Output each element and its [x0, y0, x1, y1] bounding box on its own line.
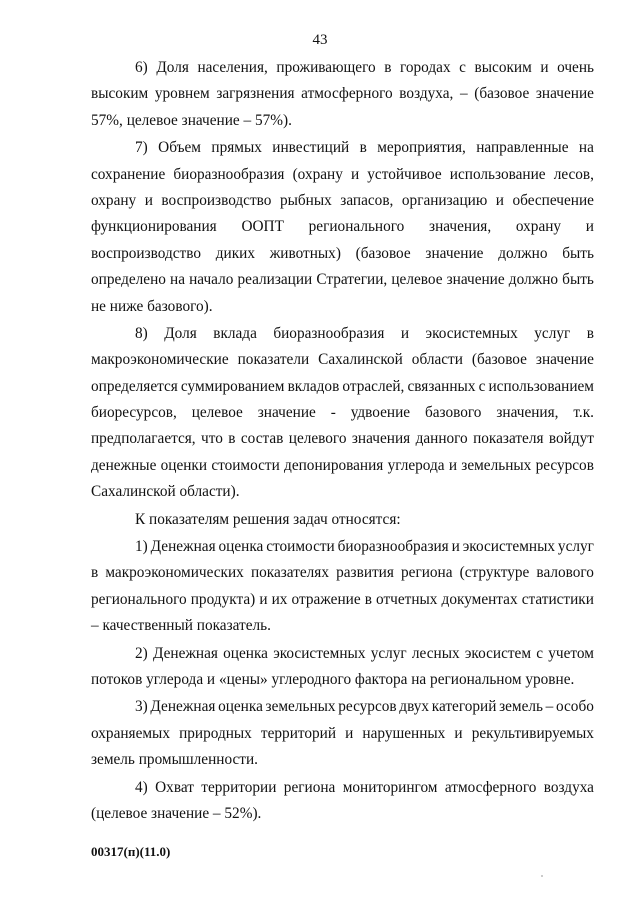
- word: предполагается,: [91, 430, 196, 448]
- paragraph-item-6: [91, 55, 594, 134]
- word: использованием: [488, 377, 594, 395]
- word: нарушенных: [362, 724, 446, 742]
- word: в: [359, 139, 367, 157]
- word: земельных: [461, 456, 532, 474]
- word: учетом: [548, 644, 594, 662]
- word: состав: [240, 430, 284, 448]
- word: охрану: [91, 191, 137, 209]
- word: значение: [425, 244, 484, 262]
- word: обеспечение: [512, 191, 594, 209]
- word: –: [459, 85, 468, 103]
- word: валового: [536, 564, 594, 582]
- text-line: [91, 321, 594, 347]
- document-code: 00317(п)(11.0): [91, 844, 171, 859]
- word: значения: [351, 430, 411, 448]
- word: в: [91, 564, 99, 582]
- word: 3): [135, 698, 148, 716]
- word: направленные: [476, 139, 569, 157]
- text-line: [91, 400, 594, 426]
- word: значение: [535, 85, 594, 103]
- word: уровнем: [154, 85, 210, 103]
- word: и: [259, 590, 268, 608]
- word: углерода: [387, 456, 445, 474]
- word: быть: [562, 271, 594, 289]
- word: услуг: [370, 644, 407, 662]
- word: населения,: [197, 59, 268, 76]
- word: воспроизводство: [91, 244, 201, 262]
- word: показателях: [250, 564, 329, 582]
- word: функционирования: [91, 218, 217, 236]
- word: услуг: [557, 538, 594, 556]
- word: с: [459, 59, 466, 76]
- word: войдут: [548, 430, 594, 448]
- word: прямых: [211, 139, 262, 157]
- word: с: [478, 377, 486, 395]
- word: региона: [401, 564, 453, 582]
- word: 8): [135, 324, 148, 342]
- text-line: (целевое значение – 52%).: [91, 804, 262, 822]
- word: 4): [135, 778, 148, 796]
- word: данного: [415, 430, 468, 448]
- word: и: [451, 538, 460, 556]
- text-line: [91, 453, 594, 479]
- word: и: [585, 218, 594, 236]
- paragraph-item-7: [91, 135, 594, 320]
- word: 7): [135, 139, 148, 157]
- word: оценки: [160, 456, 208, 474]
- text-line: [91, 775, 594, 801]
- word: Сахалинской: [318, 351, 403, 369]
- word: продукта): [190, 590, 256, 608]
- word: макроэкономические: [91, 351, 229, 369]
- word: с: [536, 644, 544, 662]
- word: реализации: [237, 271, 313, 289]
- text-line: [91, 641, 594, 667]
- word: очень: [557, 59, 594, 76]
- word: рекультивируемых: [471, 724, 594, 742]
- word: территории: [201, 778, 277, 796]
- word: статистики: [521, 590, 594, 608]
- word: Доля: [164, 324, 197, 342]
- word: лесов,: [553, 165, 594, 183]
- word: на: [170, 271, 185, 289]
- word: рыбных: [279, 191, 332, 209]
- text-line: Сахалинской области).: [91, 483, 240, 501]
- word: –: [545, 698, 554, 716]
- word: и: [345, 724, 354, 742]
- word: должно: [508, 271, 559, 289]
- word: сохранение: [91, 165, 166, 183]
- word: ресурсов: [535, 456, 594, 474]
- word: Стратегии,: [316, 271, 388, 289]
- word: воздуха: [543, 778, 594, 796]
- text-line: – качественный показатель.: [91, 617, 271, 635]
- word: воспроизводство: [161, 191, 272, 209]
- word: денежные: [91, 456, 157, 474]
- word: услуг: [534, 324, 571, 342]
- word: оценка: [218, 698, 263, 716]
- text-line: [91, 426, 594, 452]
- word: земель: [499, 698, 543, 716]
- word: стоимости: [266, 538, 335, 556]
- word: территорий: [260, 724, 337, 742]
- word: Денежная: [150, 538, 216, 556]
- word: на: [578, 139, 594, 157]
- word: организацию: [401, 191, 488, 209]
- word: загрязнения: [216, 85, 295, 103]
- text-line: [91, 135, 594, 161]
- word: инвестиций: [272, 139, 350, 157]
- word: лесных: [411, 644, 460, 662]
- word: значения,: [496, 404, 559, 422]
- word: стоимости: [211, 456, 280, 474]
- word: 1): [135, 538, 148, 556]
- word: диких: [215, 244, 255, 262]
- word: экосистемных: [425, 324, 518, 342]
- text-line: [91, 694, 594, 720]
- word: значение: [535, 351, 594, 369]
- word: и: [454, 724, 463, 742]
- text-line: [91, 721, 594, 747]
- word: Объем: [158, 139, 201, 157]
- word: оценка: [223, 644, 268, 662]
- word: (охрану: [292, 165, 343, 183]
- word: значение: [446, 271, 505, 289]
- word: быть: [562, 244, 594, 262]
- text-line: [91, 374, 594, 400]
- word: и: [448, 456, 458, 474]
- word: регионального: [91, 590, 187, 608]
- word: их: [271, 590, 288, 608]
- paragraph-task-2: [91, 641, 594, 694]
- word: базового: [424, 404, 482, 422]
- word: 2): [135, 644, 148, 662]
- word: животных): [269, 244, 341, 262]
- word: мониторингом: [342, 778, 438, 796]
- word: Охват: [155, 778, 194, 796]
- word: в: [586, 324, 594, 342]
- word: биоразнообразия: [273, 324, 385, 342]
- word: запасов,: [340, 191, 394, 209]
- text-line: [91, 162, 594, 188]
- word: вклада: [213, 324, 257, 342]
- word: депонирования: [284, 456, 384, 474]
- scan-artifact: [541, 875, 543, 877]
- word: (базовое: [474, 85, 530, 103]
- text-line: [91, 241, 594, 267]
- text-line: [91, 214, 594, 240]
- word: биоразнообразия: [173, 165, 285, 183]
- word: связанных: [407, 377, 476, 395]
- text-line: не ниже базового).: [91, 297, 213, 315]
- word: -: [330, 404, 336, 422]
- document-body: [91, 55, 594, 828]
- word: природных: [179, 724, 252, 742]
- text-line: [91, 347, 594, 373]
- word: проживающего: [276, 59, 376, 76]
- word: в: [228, 430, 236, 448]
- text-line: 57%, целевое значение – 57%).: [91, 111, 292, 129]
- word: и: [400, 324, 410, 342]
- word: экосистемных: [273, 644, 366, 662]
- word: биоресурсов,: [91, 404, 177, 422]
- word: категорий: [431, 698, 497, 716]
- word: земельных: [265, 698, 336, 716]
- word: городах: [399, 59, 451, 76]
- word: атмосферного: [301, 85, 393, 103]
- word: мероприятия,: [377, 139, 466, 157]
- word: целевого: [288, 430, 347, 448]
- text-line: потоков углерода и «цены» углеродного фактора на региональном уровне.: [91, 670, 575, 688]
- word: регионального: [308, 218, 405, 236]
- word: Денежная: [152, 644, 218, 662]
- word: отражение: [291, 590, 361, 608]
- paragraph-item-8: [91, 321, 594, 506]
- word: отраслей,: [342, 377, 405, 395]
- word: биоразнообразия: [337, 538, 449, 556]
- word: т.к.: [573, 404, 594, 422]
- word: Денежная: [150, 698, 216, 716]
- word: 6): [135, 59, 148, 76]
- word: значения,: [429, 218, 492, 236]
- word: высоким: [91, 85, 149, 103]
- text-line: [91, 560, 594, 586]
- text-line: [91, 188, 594, 214]
- text-line: [91, 55, 594, 81]
- word: макроэкономических: [105, 564, 244, 582]
- word: устойчивое: [367, 165, 442, 183]
- word: охраняемых: [91, 724, 170, 742]
- word: охрану: [515, 218, 562, 236]
- word: и: [495, 191, 504, 209]
- word: целевое: [191, 404, 243, 422]
- word: определено: [91, 271, 166, 289]
- word: (структуре: [459, 564, 530, 582]
- word: удвоение: [350, 404, 411, 422]
- word: что: [201, 430, 223, 448]
- word: высоким: [474, 59, 532, 76]
- word: ресурсов: [338, 698, 397, 716]
- word: должно: [498, 244, 548, 262]
- word: использование: [449, 165, 546, 183]
- word: области: [411, 351, 463, 369]
- paragraph-tasks-intro: [91, 507, 594, 533]
- word: начало: [189, 271, 234, 289]
- word: воздуха,: [399, 85, 454, 103]
- word: Доля: [156, 59, 189, 76]
- word: отчетных: [376, 590, 438, 608]
- word: в: [364, 590, 372, 608]
- word: и: [144, 191, 153, 209]
- word: (базовое: [471, 351, 527, 369]
- word: показатели: [237, 351, 310, 369]
- word: (базовое: [355, 244, 411, 262]
- word: в: [384, 59, 392, 76]
- text-line: земель промышленности.: [91, 751, 258, 769]
- paragraph-task-1: [91, 534, 594, 640]
- word: вкладов: [287, 377, 340, 395]
- word: оценка: [218, 538, 264, 556]
- text-line: [91, 267, 594, 293]
- word: значение: [257, 404, 316, 422]
- text-line: [91, 81, 594, 107]
- word: документах: [441, 590, 518, 608]
- word: целевое: [391, 271, 443, 289]
- text-line: [91, 587, 594, 613]
- word: и: [350, 165, 360, 183]
- word: атмосферного: [444, 778, 537, 796]
- word: экосистемных: [462, 538, 556, 556]
- word: развития: [336, 564, 394, 582]
- word: суммированием: [180, 377, 285, 395]
- word: ООПТ: [241, 218, 284, 236]
- word: особо: [555, 698, 594, 716]
- text-line: К показателям решения задач относятся:: [135, 510, 401, 528]
- word: показателя: [473, 430, 544, 448]
- word: региона: [283, 778, 336, 796]
- paragraph-task-4: [91, 775, 594, 828]
- page-number: 43: [312, 32, 328, 48]
- text-line: [91, 534, 594, 560]
- word: экосистем: [464, 644, 532, 662]
- word: двух: [399, 698, 430, 716]
- word: определяется: [91, 377, 178, 395]
- word: и: [540, 59, 549, 76]
- paragraph-task-3: [91, 694, 594, 773]
